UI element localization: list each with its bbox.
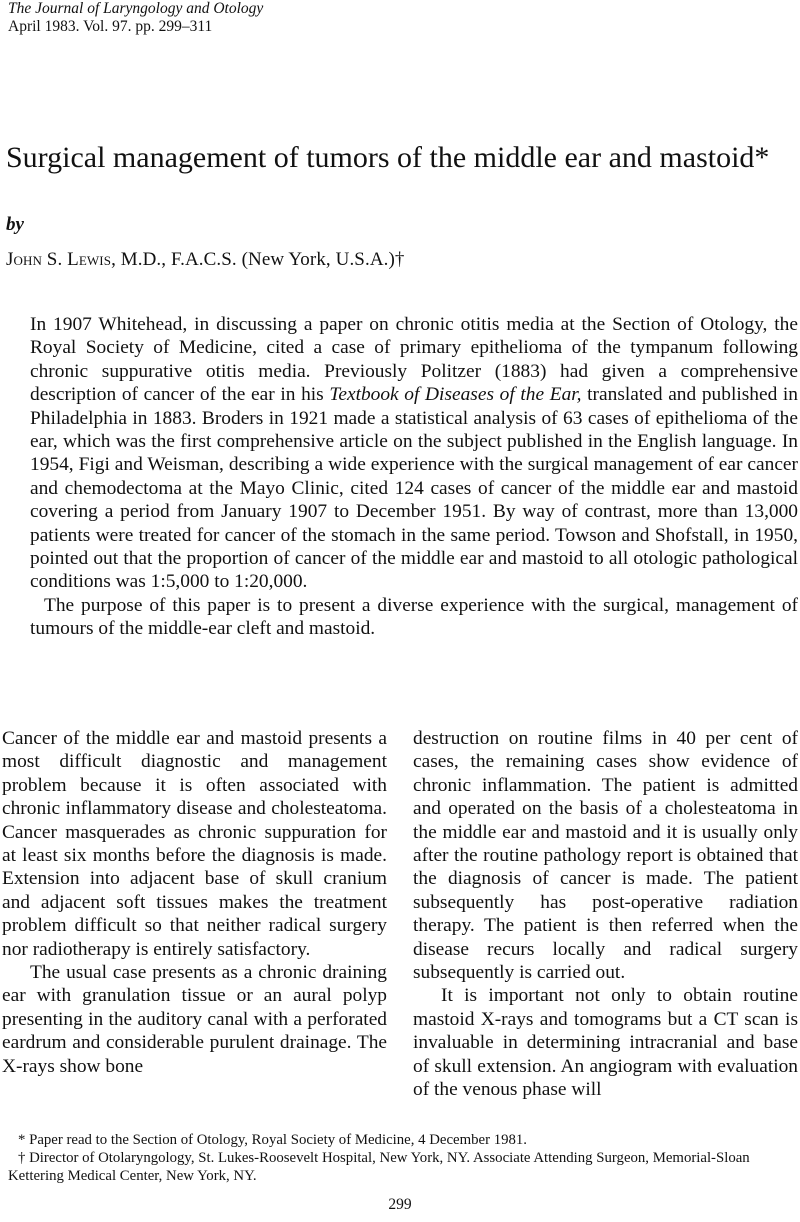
footnote-1: * Paper read to the Section of Otology, Royal Society of Medicine, 4 December 1981.: [18, 1132, 527, 1148]
body-right-paragraph-2: It is important not only to obtain routine mastoid X-rays and tomograms but a CT scan is invaluable in determining intracranial and base of skull extension. An angiogram with evaluation of the venous phase will: [413, 985, 798, 1101]
body-column-right: [413, 727, 798, 1102]
abstract-p1-text-b: translated and published in Philadelphia in 1883. Broders in 1921 made a statistical analysis of 63 cases of epithelioma of the ear, which was the first comprehensive article on the subject published in the English language. In 1954, Figi and Weisman, describing a wide experience with the surgical management of ear cancer and chemodectoma at the Mayo Clinic, cited 124 cases of cancer of the middle ear and mastoid covering a period from January 1907 to December 1951. By way of contrast, more than 13,000 patients were treated for cancer of the stomach in the same period. Towson and Shofstall, in 1950, pointed out that the proportion of cancer of the middle ear and mastoid to all otologic pathological conditions was 1:5,000 to 1:20,000.: [30, 384, 798, 593]
abstract: [30, 313, 798, 641]
abstract-book-title: Textbook of Diseases of the Ear,: [329, 384, 582, 406]
body-right-paragraph-1: destruction on routine films in 40 per cent of cases, the remaining cases show evidence of chronic inflammation. The patient is admitted and operated on the basis of a cholesteatoma in the middle ear and mastoid and it is usually only after the routine pathology report is obtained that the diagnosis of cancer is made. The patient subsequently has post-operative radiation therapy. The patient is then referred when the disease recurs locally and radical surgery subsequently is carried out.: [413, 728, 798, 984]
author-credentials: , M.D., F.A.C.S. (New York, U.S.A.)†: [111, 249, 405, 270]
byline: by: [6, 214, 24, 235]
journal-title: The Journal of Laryngology and Otology: [8, 0, 264, 17]
footnotes: [8, 1131, 798, 1185]
abstract-p1-text-a: In 1907 Whitehead, in discussing a paper on chronic otitis media at the Section of Otology, the Royal Society of Medicine, cited a case of primary epithelioma of the tympanum following chronic suppurative otitis media. Previously Politzer (1883) had given a comprehensive description of cancer of the ear in his: [30, 314, 798, 406]
issue-line: April 1983. Vol. 97. pp. 299–311: [8, 18, 213, 35]
body-column-left: [2, 727, 387, 1078]
abstract-paragraph-2: The purpose of this paper is to present a diverse experience with the surgical, management of tumours of the middle-ear cleft and mastoid.: [30, 594, 798, 640]
abstract-paragraph-1: [30, 313, 798, 594]
body-left-paragraph-2: The usual case presents as a chronic draining ear with granulation tissue or an aural polyp presenting in the auditory canal with a perforated eardrum and considerable purulent drainage. The X-rays show bone: [2, 962, 387, 1077]
author-name: John S. Lewis: [6, 249, 112, 270]
body-left-paragraph-1: Cancer of the middle ear and mastoid presents a most difficult diagnostic and management problem because it is often associated with chronic inflammatory disease and cholesteatoma. Cancer masquerades as chronic suppuration for at least six months before the diagnosis is made. Extension into adjacent base of skull cranium and adjacent soft tissues makes the treatment problem difficult so that neither radical surgery nor radiotherapy is entirely satisfactory.: [2, 728, 387, 960]
journal-header: [8, 0, 263, 36]
author-line: [6, 249, 405, 271]
footnote-2: † Director of Otolaryngology, St. Lukes-Roosevelt Hospital, New York, NY. Associate Attending Surgeon, Memorial-Sloan Kettering Medical Center, New York, NY.: [8, 1150, 750, 1184]
page-number: 299: [388, 1196, 412, 1213]
article-title: Surgical management of tumors of the middle ear and mastoid*: [6, 141, 770, 174]
